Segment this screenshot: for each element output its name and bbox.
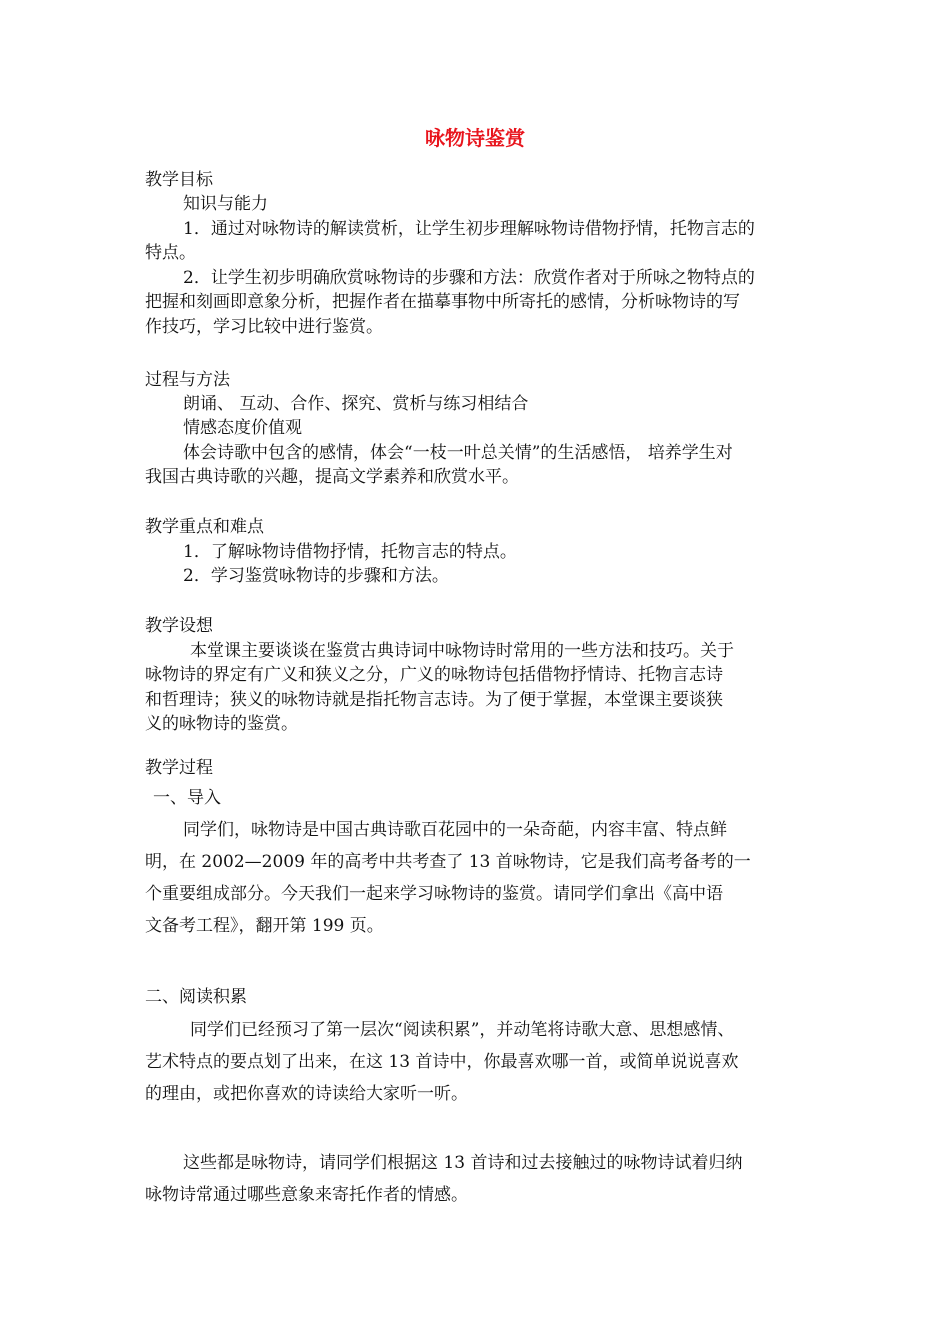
subheading-knowledge: 知识与能力 [183,194,268,214]
intro-line-4: 文备考工程》，翻开第 199 页。 [145,916,384,936]
section-heading-design: 教学设想 [145,616,213,636]
emotion-line-2: 我国古典诗歌的兴趣，提高文学素养和欣赏水平。 [145,467,519,487]
section-heading-objectives: 教学目标 [145,170,213,190]
reading-line-2: 艺术特点的要点划了出来，在这 13 首诗中，你最喜欢哪一首，或简单说说喜欢 [145,1052,739,1072]
intro-line-2: 明，在 2002—2009 年的高考中共考查了 13 首咏物诗，它是我们高考备考的一 [145,852,751,872]
subheading-emotion: 情感态度价值观 [183,418,302,438]
key-point-2: 2．学习鉴赏咏物诗的步骤和方法。 [183,566,449,586]
reading-summary-line-1: 这些都是咏物诗，请同学们根据这 13 首诗和过去接触过的咏物诗试着归纳 [183,1153,743,1173]
reading-line-3: 的理由，或把你喜欢的诗读给大家听一听。 [145,1084,468,1104]
subheading-intro: 一、导入 [153,788,221,808]
design-line-4: 义的咏物诗的鉴赏。 [145,714,298,734]
section-heading-procedure: 教学过程 [145,758,213,778]
objective-2-line-3: 作技巧，学习比较中进行鉴赏。 [145,317,383,337]
reading-summary-line-2: 咏物诗常通过哪些意象来寄托作者的情感。 [145,1185,468,1205]
design-line-2: 咏物诗的界定有广义和狭义之分，广义的咏物诗包括借物抒情诗、托物言志诗 [145,665,723,685]
section-heading-key-points: 教学重点和难点 [145,517,264,537]
design-line-1: 本堂课主要谈谈在鉴赏古典诗词中咏物诗时常用的一些方法和技巧。关于 [190,641,734,661]
objective-2-line-1: 2．让学生初步明确欣赏咏物诗的步骤和方法：欣赏作者对于所咏之物特点的 [183,268,755,288]
design-line-3: 和哲理诗；狭义的咏物诗就是指托物言志诗。为了便于掌握，本堂课主要谈狭 [145,690,723,710]
subheading-process: 过程与方法 [145,370,230,390]
objective-1-line-2: 特点。 [145,243,196,263]
reading-line-1: 同学们已经预习了第一层次“阅读积累”，并动笔将诗歌大意、思想感情、 [190,1020,735,1040]
emotion-line-1: 体会诗歌中包含的感情，体会“一枝一叶总关情”的生活感悟， 培养学生对 [183,443,733,463]
document-title: 咏物诗鉴赏 [425,126,525,150]
subheading-reading: 二、阅读积累 [145,987,247,1007]
process-text: 朗诵、 互动、合作、探究、赏析与练习相结合 [183,394,529,414]
intro-line-3: 个重要组成部分。今天我们一起来学习咏物诗的鉴赏。请同学们拿出《高中语 [145,884,723,904]
intro-line-1: 同学们，咏物诗是中国古典诗歌百花园中的一朵奇葩，内容丰富、特点鲜 [183,820,727,840]
objective-1-line-1: 1．通过对咏物诗的解读赏析，让学生初步理解咏物诗借物抒情，托物言志的 [183,219,755,239]
key-point-1: 1．了解咏物诗借物抒情，托物言志的特点。 [183,542,517,562]
objective-2-line-2: 把握和刻画即意象分析，把握作者在描摹事物中所寄托的感情，分析咏物诗的写 [145,292,740,312]
